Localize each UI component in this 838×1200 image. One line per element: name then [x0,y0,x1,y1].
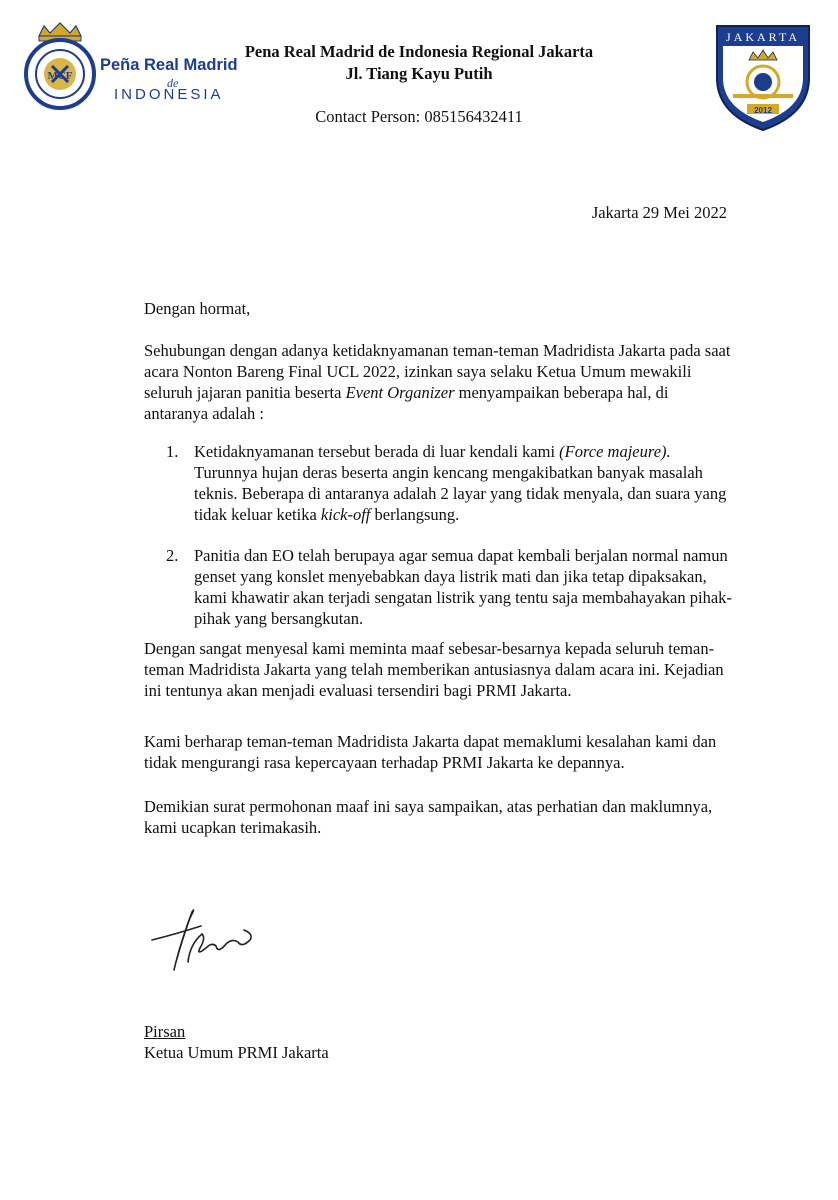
list-item: 1. Ketidaknyamanan tersebut berada di luar kendali kami (Force majeure). Turunnya hujan deras beserta angin kencang mengakibatkan banyak masalah teknis. Beberapa di antaranya adalah 2 layar yang tidak menyala, dan suara yang tidak keluar ketika kick-off berlangsung. [166,442,727,524]
logo-year-text: 2012 [754,106,772,115]
jakarta-shield-emblem [713,22,813,134]
logo-line-3: INDONESIA [114,86,224,103]
issues-list [144,441,734,629]
hope-paragraph: Kami berharap teman-teman Madridista Jakarta dapat memaklumi kesalahan kami dan tidak mengurangi rasa kepercayaan terhadap PRMI Jakarta ke depannya. [144,732,717,772]
signer-title: Ketua Umum PRMI Jakarta [144,1043,329,1062]
salutation: Dengan hormat, [144,299,251,318]
logo-line-1: Peña Real Madrid [100,56,238,74]
intro-paragraph: Sehubungan dengan adanya ketidaknyamanan teman-teman Madridista Jakarta pada saat acara Nonton Bareng Final UCL 2022, izinkan saya selaku Ketua Umum mewakili seluruh jajaran panitia beserta Event Organizer menyampaikan beberapa hal, di antaranya adalah : [144,341,731,423]
handwritten-signature [146,904,256,981]
list-number: 2. [166,546,179,565]
apology-paragraph: Dengan sangat menyesal kami meminta maaf sebesar-besarnya kepada seluruh teman-teman Madridista Jakarta yang telah memberikan antusiasnya dalam acara ini. Kejadian ini tentunya akan menjadi evaluasi tersendiri bagi PRMI Jakarta. [144,639,724,700]
list-item: 2. Panitia dan EO telah berupaya agar semua dapat kembali berjalan normal namun genset yang konslet menyebabkan daya listrik mati dan jika tetap dipaksakan, kami khawatir akan terjadi sengatan listrik yang tentu saja membahayakan pihak-pihak yang bersangkutan. [166,546,732,628]
org-address: Jl. Tiang Kayu Putih [345,64,493,83]
logo-top-text: JAKARTA [726,30,800,44]
closing-paragraph: Demikian surat permohonan maaf ini saya sampaikan, atas perhatian dan maklumnya, kami ucapkan terimakasih. [144,797,713,837]
event-organizer-emphasis: Event Organizer [345,383,455,402]
svg-text:MCF: MCF [47,70,73,82]
org-name: Pena Real Madrid de Indonesia Regional Jakarta [244,42,594,61]
contact-person: Contact Person: 085156432411 [315,107,523,126]
signer-name: Pirsan [144,1022,186,1041]
letter-date: Jakarta 29 Mei 2022 [591,203,727,222]
logo-line-2: de [167,76,179,90]
list-number: 1. [166,442,179,461]
jakarta-regional-logo [713,22,813,139]
